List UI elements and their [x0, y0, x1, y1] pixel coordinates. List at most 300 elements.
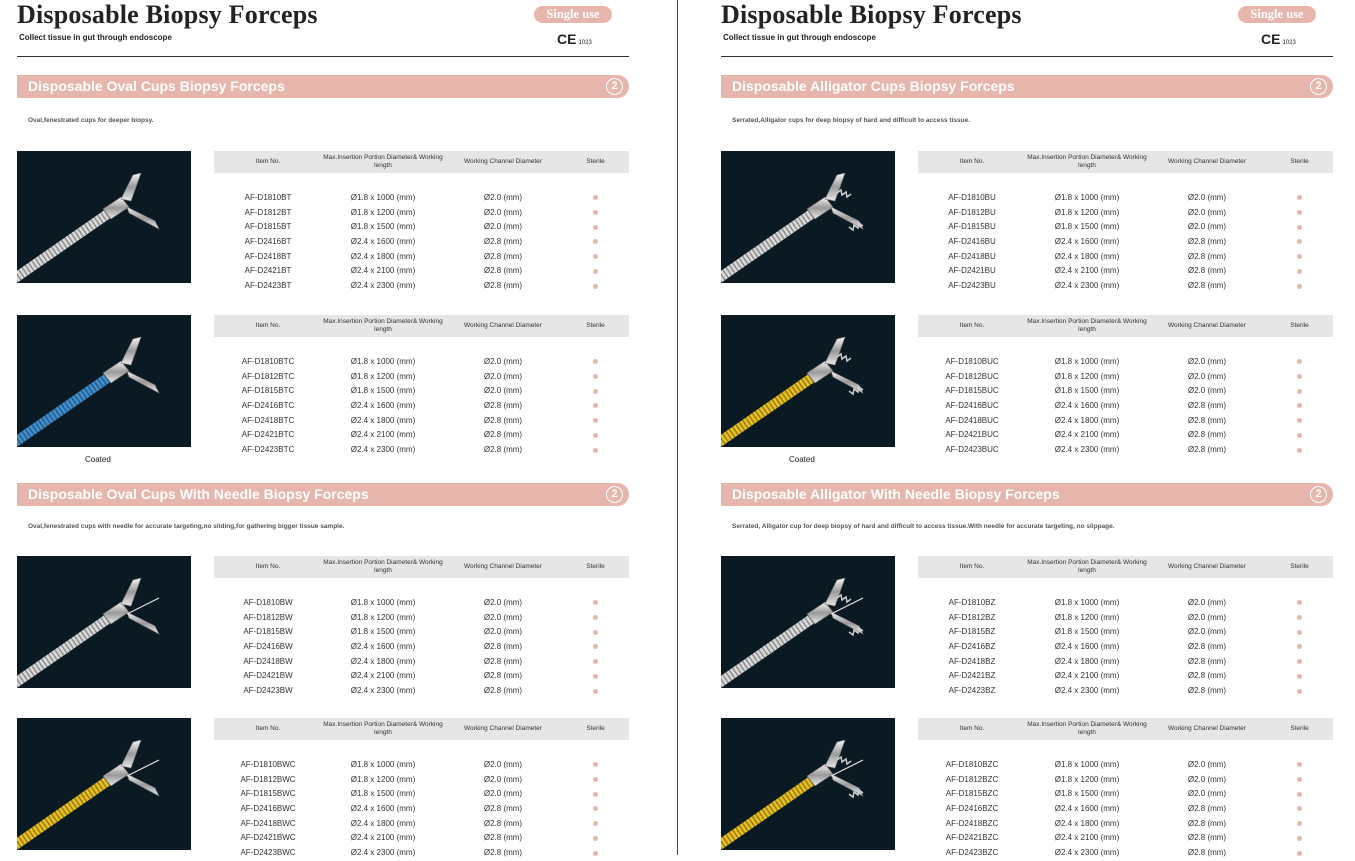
working-channel-diameter: Ø2.0 (mm): [1187, 371, 1227, 381]
sterile-cell: [1266, 220, 1333, 235]
section-title: Disposable Oval Cups With Needle Biopsy Forceps: [28, 486, 369, 502]
working-channel-diameter: Ø2.8 (mm): [1187, 401, 1227, 411]
column-header: Working Channel Diameter: [1168, 322, 1246, 329]
insertion-diameter-length: Ø2.4 x 1600 (mm): [1054, 401, 1120, 411]
coated-oval-cups-needle-forceps-image: [17, 718, 191, 850]
sterile-dot-icon: [593, 225, 598, 230]
item-number: AF-D1815BUC: [945, 386, 999, 396]
ce-mark: [1261, 31, 1296, 47]
insertion-diameter-length: Ø2.4 x 1800 (mm): [350, 656, 416, 666]
sterile-cell: [1266, 773, 1333, 788]
insertion-diameter-length: Ø2.4 x 2100 (mm): [1054, 430, 1120, 440]
working-channel-diameter: Ø2.8 (mm): [1187, 671, 1227, 681]
sterile-dot-icon: [593, 269, 598, 274]
sterile-cell: [562, 250, 629, 265]
table-row: [214, 191, 629, 206]
column-header: Max.Insertion Portion Diameter& Working length: [323, 318, 443, 333]
table-row: [214, 414, 629, 429]
column-header: Max.Insertion Portion Diameter& Working length: [323, 721, 443, 736]
insertion-diameter-length: Ø1.8 x 1000 (mm): [350, 598, 416, 607]
item-number: AF-D1810BZ: [948, 598, 996, 607]
working-channel-diameter: Ø2.0 (mm): [483, 627, 523, 637]
sterile-dot-icon: [1297, 689, 1302, 694]
working-channel-diameter: Ø2.8 (mm): [483, 430, 523, 440]
section-header: [17, 483, 629, 506]
sterile-dot-icon: [593, 418, 598, 423]
table-row: [214, 264, 629, 279]
sterile-dot-icon: [1297, 630, 1302, 635]
column-header: Sterile: [586, 322, 605, 329]
insertion-diameter-length: Ø2.4 x 1800 (mm): [350, 818, 416, 828]
sterile-cell: [1266, 428, 1333, 443]
working-channel-diameter: Ø2.0 (mm): [483, 357, 523, 366]
table-row: [918, 428, 1333, 443]
sterile-cell: [562, 758, 629, 773]
sterile-cell: [562, 355, 629, 370]
sterile-dot-icon: [593, 448, 598, 453]
insertion-diameter-length: Ø2.4 x 2300 (mm): [350, 281, 416, 291]
working-channel-diameter: Ø2.8 (mm): [1187, 266, 1227, 276]
section-description: Oval,fenestrated cups with needle for accurate targeting,no sliding,for gathering bigger tissue sample.: [28, 523, 345, 530]
sterile-cell: [562, 370, 629, 385]
sterile-cell: [562, 817, 629, 832]
page-title: Disposable Biopsy Forceps: [721, 0, 1022, 29]
catalog-page-right: [721, 0, 1333, 858]
item-number: AF-D1815BZ: [948, 627, 996, 637]
section-description: Oval,fenestrated cups for deeper biopsy.: [28, 117, 154, 124]
sterile-dot-icon: [1297, 836, 1302, 841]
table-row: [918, 640, 1333, 655]
sterile-dot-icon: [593, 374, 598, 379]
sterile-cell: [1266, 596, 1333, 611]
table-row: [918, 399, 1333, 414]
item-number: AF-D1810BW: [243, 598, 293, 607]
column-header: Max.Insertion Portion Diameter& Working length: [1027, 559, 1147, 574]
sterile-cell: [562, 428, 629, 443]
spec-table-header: [214, 718, 629, 740]
sterile-dot-icon: [593, 403, 598, 408]
spec-table: [214, 556, 629, 699]
working-channel-diameter: Ø2.8 (mm): [1187, 833, 1227, 843]
column-header: Working Channel Diameter: [464, 322, 542, 329]
item-number: AF-D1810BUC: [945, 357, 999, 366]
insertion-diameter-length: Ø1.8 x 1200 (mm): [350, 612, 416, 622]
table-row: [918, 758, 1333, 773]
header-rule: [721, 56, 1333, 57]
insertion-diameter-length: Ø2.4 x 1800 (mm): [1054, 656, 1120, 666]
insertion-diameter-length: Ø2.4 x 2300 (mm): [1054, 445, 1120, 455]
sterile-dot-icon: [593, 433, 598, 438]
sterile-dot-icon: [593, 615, 598, 620]
sterile-cell: [562, 443, 629, 458]
item-number: AF-D2418BZC: [945, 818, 999, 828]
section-header: [721, 483, 1333, 506]
sterile-cell: [562, 625, 629, 640]
table-row: [214, 787, 629, 802]
spec-table-body: [918, 355, 1333, 458]
insertion-diameter-length: Ø1.8 x 1000 (mm): [1054, 357, 1120, 366]
item-number: AF-D1815BWC: [240, 789, 296, 799]
table-row: [214, 831, 629, 846]
item-number: AF-D2423BUC: [945, 445, 999, 455]
working-channel-diameter: Ø2.0 (mm): [483, 193, 523, 202]
column-header: Item No.: [255, 725, 281, 732]
item-number: AF-D2416BW: [243, 642, 293, 652]
insertion-diameter-length: Ø2.4 x 1600 (mm): [350, 804, 416, 814]
item-number: AF-D2418BU: [948, 251, 996, 261]
sterile-dot-icon: [1297, 403, 1302, 408]
working-channel-diameter: Ø2.0 (mm): [483, 774, 523, 784]
table-row: [918, 611, 1333, 626]
spec-table-body: [214, 596, 629, 699]
insertion-diameter-length: Ø2.4 x 1600 (mm): [350, 642, 416, 652]
sterile-cell: [562, 206, 629, 221]
alligator-cups-forceps-image: [721, 151, 895, 283]
table-row: [918, 802, 1333, 817]
item-number: AF-D1810BZC: [945, 760, 999, 769]
coated-alligator-needle-forceps-image: [721, 718, 895, 850]
item-number: AF-D1810BWC: [240, 760, 296, 769]
coated-oval-cups-forceps-image: [17, 315, 191, 447]
table-row: [214, 428, 629, 443]
section-number-icon: 2: [606, 78, 623, 95]
insertion-diameter-length: Ø1.8 x 1200 (mm): [350, 371, 416, 381]
working-channel-diameter: Ø2.8 (mm): [1187, 642, 1227, 652]
table-row: [918, 384, 1333, 399]
insertion-diameter-length: Ø1.8 x 1500 (mm): [1054, 222, 1120, 232]
item-number: AF-D1810BTC: [241, 357, 295, 366]
working-channel-diameter: Ø2.0 (mm): [483, 789, 523, 799]
insertion-diameter-length: Ø2.4 x 1600 (mm): [350, 237, 416, 247]
column-header: Item No.: [255, 563, 281, 570]
working-channel-diameter: Ø2.0 (mm): [1187, 207, 1227, 217]
working-channel-diameter: Ø2.0 (mm): [483, 612, 523, 622]
table-row: [214, 817, 629, 832]
insertion-diameter-length: Ø2.4 x 1600 (mm): [1054, 237, 1120, 247]
ce-number: 1023: [1282, 40, 1296, 46]
insertion-diameter-length: Ø1.8 x 1500 (mm): [350, 627, 416, 637]
spec-table-body: [918, 191, 1333, 294]
table-row: [918, 443, 1333, 458]
working-channel-diameter: Ø2.0 (mm): [483, 760, 523, 769]
sterile-cell: [562, 235, 629, 250]
item-number: AF-D2418BW: [243, 656, 293, 666]
item-number: AF-D1815BW: [243, 627, 293, 637]
sterile-cell: [562, 684, 629, 699]
item-number: AF-D2423BTC: [241, 445, 295, 455]
sterile-cell: [1266, 669, 1333, 684]
spec-table-header: [918, 151, 1333, 173]
working-channel-diameter: Ø2.0 (mm): [1187, 357, 1227, 366]
working-channel-diameter: Ø2.0 (mm): [1187, 222, 1227, 232]
spec-table-header: [918, 315, 1333, 337]
item-number: AF-D1810BU: [948, 193, 996, 202]
table-row: [918, 279, 1333, 294]
item-number: AF-D1815BU: [948, 222, 996, 232]
insertion-diameter-length: Ø1.8 x 1000 (mm): [1054, 193, 1120, 202]
spec-table-header: [214, 315, 629, 337]
item-number: AF-D1812BUC: [945, 371, 999, 381]
insertion-diameter-length: Ø1.8 x 1000 (mm): [350, 193, 416, 202]
sterile-dot-icon: [593, 644, 598, 649]
page-subtitle: Collect tissue in gut through endoscope: [723, 33, 876, 42]
working-channel-diameter: Ø2.8 (mm): [1187, 251, 1227, 261]
working-channel-diameter: Ø2.8 (mm): [1187, 415, 1227, 425]
sterile-dot-icon: [1297, 374, 1302, 379]
table-row: [214, 250, 629, 265]
working-channel-diameter: Ø2.0 (mm): [1187, 386, 1227, 396]
insertion-diameter-length: Ø2.4 x 2300 (mm): [350, 445, 416, 455]
working-channel-diameter: Ø2.8 (mm): [1187, 656, 1227, 666]
table-row: [918, 250, 1333, 265]
insertion-diameter-length: Ø2.4 x 2100 (mm): [350, 266, 416, 276]
spec-table-header: [918, 718, 1333, 740]
section-description: Serrated,Alligator cups for deep biopsy of hard and difficult to access tissue.: [732, 117, 971, 124]
item-number: AF-D2421BW: [243, 671, 293, 681]
sterile-cell: [562, 669, 629, 684]
ce-mark-icon: CE: [557, 31, 577, 47]
sterile-cell: [1266, 611, 1333, 626]
sterile-cell: [1266, 250, 1333, 265]
insertion-diameter-length: Ø1.8 x 1500 (mm): [350, 789, 416, 799]
insertion-diameter-length: Ø1.8 x 1200 (mm): [350, 774, 416, 784]
insertion-diameter-length: Ø1.8 x 1000 (mm): [350, 760, 416, 769]
sterile-cell: [562, 279, 629, 294]
item-number: AF-D1812BU: [948, 207, 996, 217]
alligator-needle-forceps-image: [721, 556, 895, 688]
table-row: [214, 220, 629, 235]
item-number: AF-D1815BTC: [241, 386, 295, 396]
spec-table-body: [918, 596, 1333, 699]
page-subtitle: Collect tissue in gut through endoscope: [19, 33, 172, 42]
sterile-cell: [562, 787, 629, 802]
table-row: [214, 773, 629, 788]
section-header: [721, 75, 1333, 98]
table-row: [214, 596, 629, 611]
table-row: [214, 846, 629, 861]
table-row: [918, 773, 1333, 788]
column-header: Item No.: [959, 725, 985, 732]
sterile-cell: [1266, 625, 1333, 640]
spec-table-body: [918, 758, 1333, 861]
sterile-dot-icon: [1297, 195, 1302, 200]
working-channel-diameter: Ø2.8 (mm): [483, 266, 523, 276]
insertion-diameter-length: Ø1.8 x 1500 (mm): [350, 386, 416, 396]
sterile-cell: [562, 191, 629, 206]
working-channel-diameter: Ø2.8 (mm): [1187, 445, 1227, 455]
table-row: [918, 206, 1333, 221]
item-number: AF-D2421BZ: [948, 671, 996, 681]
oval-cups-needle-forceps-image: [17, 556, 191, 688]
sterile-cell: [1266, 684, 1333, 699]
table-row: [214, 802, 629, 817]
sterile-dot-icon: [1297, 254, 1302, 259]
sterile-dot-icon: [1297, 674, 1302, 679]
sterile-cell: [1266, 787, 1333, 802]
working-channel-diameter: Ø2.0 (mm): [483, 598, 523, 607]
spec-table-header: [918, 556, 1333, 578]
table-row: [918, 264, 1333, 279]
sterile-cell: [562, 846, 629, 861]
sterile-cell: [562, 773, 629, 788]
spec-table-header: [214, 151, 629, 173]
column-header: Item No.: [959, 563, 985, 570]
working-channel-diameter: Ø2.8 (mm): [483, 251, 523, 261]
working-channel-diameter: Ø2.8 (mm): [483, 445, 523, 455]
single-use-badge: Single use: [534, 6, 612, 23]
table-row: [918, 655, 1333, 670]
sterile-dot-icon: [1297, 210, 1302, 215]
column-header: Item No.: [255, 158, 281, 165]
section-number-icon: 2: [1310, 78, 1327, 95]
page-divider: [677, 0, 678, 855]
ce-mark: [557, 31, 592, 47]
sterile-cell: [1266, 370, 1333, 385]
column-header: Sterile: [1290, 322, 1309, 329]
insertion-diameter-length: Ø1.8 x 1000 (mm): [1054, 598, 1120, 607]
insertion-diameter-length: Ø1.8 x 1500 (mm): [1054, 386, 1120, 396]
working-channel-diameter: Ø2.8 (mm): [483, 686, 523, 696]
insertion-diameter-length: Ø2.4 x 1600 (mm): [350, 401, 416, 411]
working-channel-diameter: Ø2.8 (mm): [483, 281, 523, 291]
working-channel-diameter: Ø2.0 (mm): [1187, 774, 1227, 784]
insertion-diameter-length: Ø2.4 x 2100 (mm): [1054, 833, 1120, 843]
sterile-dot-icon: [1297, 600, 1302, 605]
table-row: [214, 684, 629, 699]
sterile-dot-icon: [593, 284, 598, 289]
item-number: AF-D1815BZC: [945, 789, 999, 799]
sterile-cell: [1266, 443, 1333, 458]
sterile-dot-icon: [1297, 225, 1302, 230]
table-row: [214, 206, 629, 221]
table-row: [918, 235, 1333, 250]
sterile-cell: [1266, 640, 1333, 655]
spec-table-body: [214, 355, 629, 458]
insertion-diameter-length: Ø1.8 x 1200 (mm): [1054, 371, 1120, 381]
sterile-cell: [1266, 758, 1333, 773]
ce-mark-icon: CE: [1261, 31, 1281, 47]
sterile-dot-icon: [1297, 418, 1302, 423]
sterile-cell: [1266, 279, 1333, 294]
table-row: [214, 384, 629, 399]
sterile-dot-icon: [593, 659, 598, 664]
sterile-cell: [562, 640, 629, 655]
spec-table: [918, 718, 1333, 861]
insertion-diameter-length: Ø1.8 x 1000 (mm): [1054, 760, 1120, 769]
working-channel-diameter: Ø2.0 (mm): [483, 222, 523, 232]
sterile-dot-icon: [1297, 806, 1302, 811]
working-channel-diameter: Ø2.8 (mm): [483, 656, 523, 666]
column-header: Working Channel Diameter: [464, 158, 542, 165]
working-channel-diameter: Ø2.8 (mm): [483, 642, 523, 652]
insertion-diameter-length: Ø1.8 x 1500 (mm): [1054, 627, 1120, 637]
table-row: [918, 684, 1333, 699]
item-number: AF-D2423BU: [948, 281, 996, 291]
item-number: AF-D2421BU: [948, 266, 996, 276]
sterile-cell: [1266, 399, 1333, 414]
insertion-diameter-length: Ø2.4 x 2300 (mm): [350, 848, 416, 858]
table-row: [214, 640, 629, 655]
item-number: AF-D2418BTC: [241, 415, 295, 425]
insertion-diameter-length: Ø2.4 x 2300 (mm): [1054, 281, 1120, 291]
sterile-cell: [562, 611, 629, 626]
table-row: [214, 355, 629, 370]
item-number: AF-D2418BWC: [240, 818, 296, 828]
table-row: [214, 235, 629, 250]
sterile-cell: [1266, 802, 1333, 817]
working-channel-diameter: Ø2.8 (mm): [483, 671, 523, 681]
sterile-dot-icon: [593, 674, 598, 679]
item-number: AF-D2421BTC: [241, 430, 295, 440]
insertion-diameter-length: Ø2.4 x 1800 (mm): [1054, 251, 1120, 261]
insertion-diameter-length: Ø2.4 x 2300 (mm): [1054, 686, 1120, 696]
table-row: [918, 669, 1333, 684]
sterile-cell: [562, 264, 629, 279]
working-channel-diameter: Ø2.8 (mm): [1187, 818, 1227, 828]
item-number: AF-D1812BZ: [948, 612, 996, 622]
insertion-diameter-length: Ø2.4 x 1800 (mm): [350, 251, 416, 261]
sterile-dot-icon: [1297, 792, 1302, 797]
insertion-diameter-length: Ø2.4 x 1800 (mm): [1054, 415, 1120, 425]
spec-table: [214, 151, 629, 294]
table-row: [918, 831, 1333, 846]
sterile-dot-icon: [1297, 777, 1302, 782]
sterile-dot-icon: [593, 239, 598, 244]
table-row: [214, 758, 629, 773]
column-header: Sterile: [586, 563, 605, 570]
sterile-dot-icon: [1297, 359, 1302, 364]
working-channel-diameter: Ø2.0 (mm): [483, 371, 523, 381]
sterile-cell: [562, 655, 629, 670]
spec-table-header: [214, 556, 629, 578]
working-channel-diameter: Ø2.8 (mm): [1187, 804, 1227, 814]
sterile-cell: [1266, 831, 1333, 846]
working-channel-diameter: Ø2.8 (mm): [1187, 237, 1227, 247]
insertion-diameter-length: Ø2.4 x 2100 (mm): [1054, 671, 1120, 681]
item-number: AF-D2421BWC: [240, 833, 296, 843]
column-header: Sterile: [586, 725, 605, 732]
sterile-dot-icon: [593, 359, 598, 364]
oval-cups-forceps-image: [17, 151, 191, 283]
sterile-dot-icon: [593, 806, 598, 811]
working-channel-diameter: Ø2.0 (mm): [1187, 627, 1227, 637]
table-row: [918, 220, 1333, 235]
working-channel-diameter: Ø2.8 (mm): [483, 401, 523, 411]
table-row: [214, 370, 629, 385]
column-header: Max.Insertion Portion Diameter& Working length: [1027, 154, 1147, 169]
working-channel-diameter: Ø2.8 (mm): [1187, 281, 1227, 291]
insertion-diameter-length: Ø2.4 x 1800 (mm): [350, 415, 416, 425]
sterile-dot-icon: [1297, 389, 1302, 394]
column-header: Sterile: [586, 158, 605, 165]
working-channel-diameter: Ø2.8 (mm): [483, 833, 523, 843]
table-row: [918, 625, 1333, 640]
item-number: AF-D2423BWC: [240, 848, 296, 858]
sterile-dot-icon: [593, 821, 598, 826]
working-channel-diameter: Ø2.0 (mm): [1187, 598, 1227, 607]
sterile-cell: [1266, 846, 1333, 861]
insertion-diameter-length: Ø2.4 x 2100 (mm): [350, 833, 416, 843]
insertion-diameter-length: Ø2.4 x 2100 (mm): [350, 430, 416, 440]
insertion-diameter-length: Ø2.4 x 2300 (mm): [350, 686, 416, 696]
working-channel-diameter: Ø2.0 (mm): [1187, 789, 1227, 799]
table-row: [918, 817, 1333, 832]
section-number-icon: 2: [1310, 486, 1327, 503]
sterile-dot-icon: [1297, 762, 1302, 767]
column-header: Working Channel Diameter: [464, 725, 542, 732]
column-header: Item No.: [959, 158, 985, 165]
item-number: AF-D2421BT: [244, 266, 292, 276]
